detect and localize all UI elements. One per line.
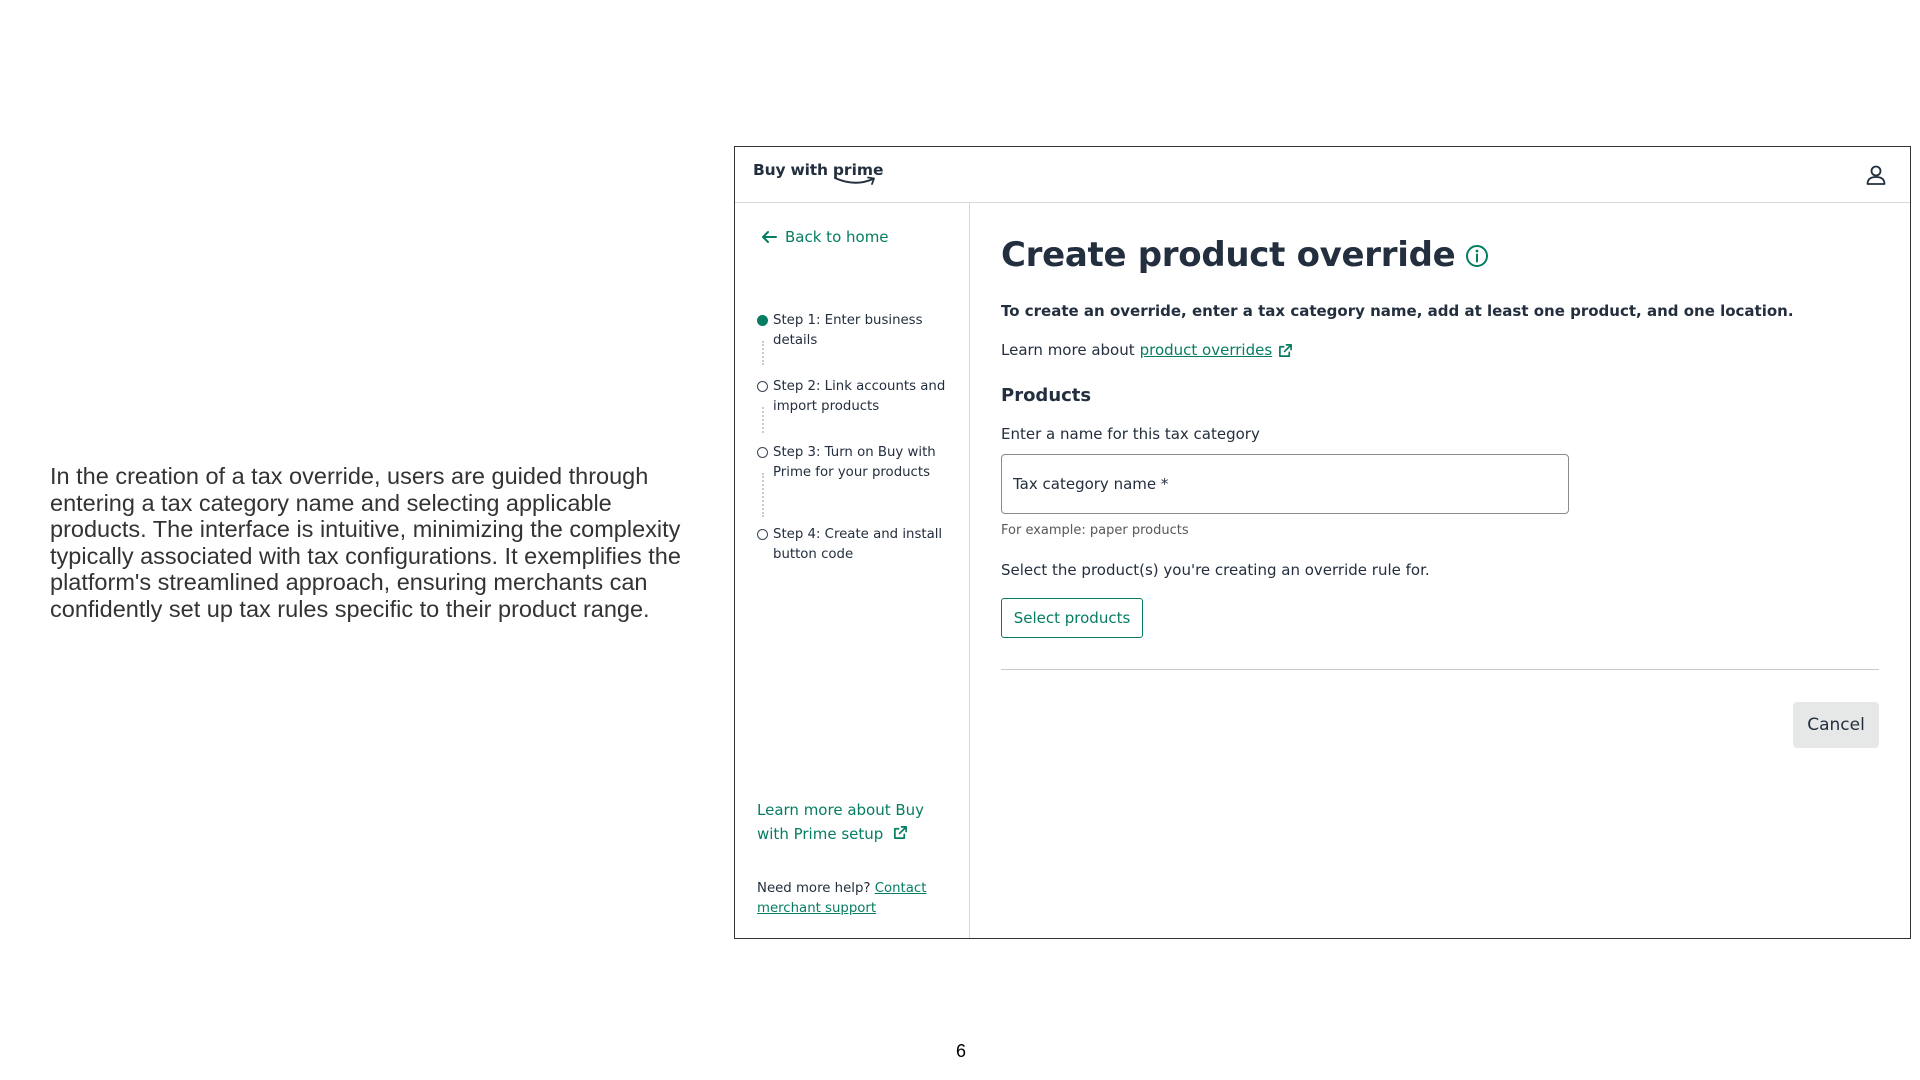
help-prefix: Need more help?: [757, 881, 871, 896]
arrow-left-icon: [761, 230, 777, 244]
back-to-home-link[interactable]: [761, 228, 889, 246]
sidebar: [735, 203, 970, 938]
step-label: Step 3: Turn on Buy with Prime for your products: [773, 445, 936, 480]
step-3[interactable]: [757, 443, 957, 482]
tax-category-label: Enter a name for this tax category: [1001, 425, 1260, 443]
step-2[interactable]: [757, 377, 957, 416]
step-1[interactable]: [757, 311, 957, 350]
product-overrides-link[interactable]: product overrides: [1139, 341, 1273, 359]
smile-arrow-icon: [833, 176, 877, 186]
app-window: [734, 146, 1911, 939]
step-active-dot-icon: [757, 315, 768, 326]
logo-text: Buy with: [753, 161, 828, 179]
page-title: [1001, 235, 1489, 275]
main-content: [1001, 203, 1879, 938]
external-link-icon: [893, 825, 908, 840]
buy-with-prime-logo[interactable]: [753, 161, 884, 179]
back-to-home-label: Back to home: [785, 228, 889, 246]
external-link-icon: [1278, 343, 1293, 358]
help-text: [757, 879, 957, 918]
step-4[interactable]: [757, 525, 957, 564]
select-products-button[interactable]: Select products: [1001, 598, 1143, 638]
divider: [1001, 669, 1879, 670]
step-label: Step 2: Link accounts and import products: [773, 379, 946, 414]
step-label: Step 1: Enter business details: [773, 313, 923, 348]
tax-category-hint: For example: paper products: [1001, 523, 1189, 538]
step-inactive-dot-icon: [757, 381, 768, 392]
slide-description: In the creation of a tax override, users are guided through entering a tax category name and selecting applicable products. The interface is intuitive, minimizing the complexity typically associated with tax configurations. It exemplifies the platform's streamlined approach, ensuring merchants can confidently set up tax rules specific to their product range.: [50, 463, 681, 622]
learn-more-line: [1001, 341, 1293, 359]
info-icon[interactable]: [1465, 244, 1489, 268]
intro-text: To create an override, enter a tax category name, add at least one product, and one location.: [1001, 302, 1794, 320]
page-title-text: Create product override: [1001, 235, 1456, 275]
learn-more-prefix: Learn more about: [1001, 341, 1135, 359]
step-label: Step 4: Create and install button code: [773, 527, 943, 562]
learn-more-setup-link[interactable]: [757, 799, 947, 846]
app-header: [735, 147, 1910, 203]
step-inactive-dot-icon: [757, 447, 768, 458]
select-products-label: Select the product(s) you're creating an override rule for.: [1001, 561, 1430, 579]
user-icon[interactable]: [1864, 163, 1888, 187]
step-inactive-dot-icon: [757, 529, 768, 540]
logo-prime-word: prime: [832, 161, 884, 179]
learn-more-setup-label: Learn more about Buy with Prime setup: [757, 801, 925, 843]
contact-merchant-support-link[interactable]: Contact merchant support: [757, 881, 927, 916]
page-number: 6: [956, 1041, 967, 1061]
cancel-button[interactable]: Cancel: [1793, 702, 1879, 748]
logo-prime-text: [833, 161, 884, 179]
tax-category-name-input[interactable]: [1001, 454, 1569, 514]
products-section-title: Products: [1001, 385, 1092, 406]
